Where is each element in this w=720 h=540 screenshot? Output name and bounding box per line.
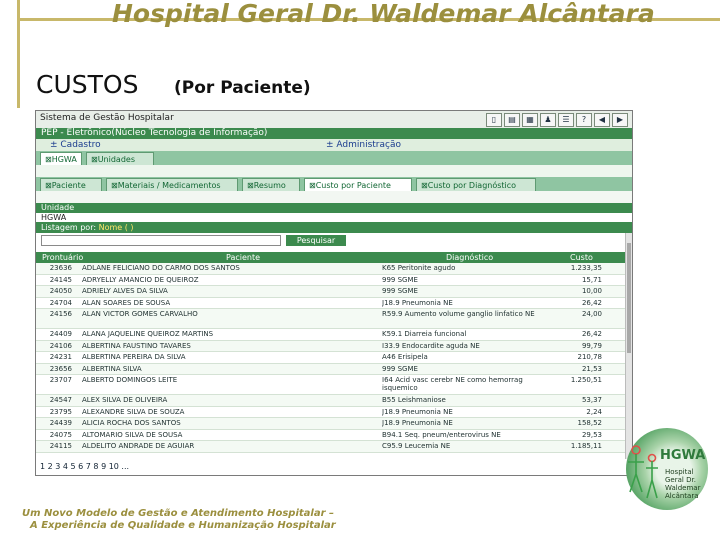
cell-prontuario: 24145 (49, 275, 72, 284)
cell-custo: 1.185,11 (570, 442, 602, 450)
cell-paciente: ADRYELLY AMANCIO DE QUEIROZ (82, 275, 199, 284)
exit-icon[interactable]: ▶ (612, 113, 628, 127)
menu-cadastro[interactable]: ± Cadastro (50, 140, 101, 150)
cell-paciente: ALAN SOARES DE SOUSA (82, 298, 171, 307)
cell-paciente: ALICIA ROCHA DOS SANTOS (82, 419, 181, 427)
top-tabs (36, 151, 632, 165)
patient-table (36, 263, 626, 453)
cell-custo: 1.250,51 (570, 376, 602, 384)
app-titlebar (36, 111, 632, 129)
cell-diagnostico: K65 Peritonite agudo (382, 264, 456, 272)
table-row[interactable] (36, 407, 626, 419)
users-icon[interactable]: ♟ (540, 113, 556, 127)
menu-administracao[interactable]: ± Administração (326, 140, 401, 150)
cell-custo: 29,53 (581, 430, 602, 439)
footer-line-2: A Experiência de Qualidade e Humanização Hospitalar (30, 520, 336, 531)
pagination[interactable]: 1 2 3 4 5 6 7 8 9 10 ... (40, 462, 130, 471)
help-icon[interactable]: ? (576, 113, 592, 127)
cell-paciente: ALBERTO DOMINGOS LEITE (82, 376, 178, 384)
save-icon[interactable]: ▤ (504, 113, 520, 127)
cell-paciente: ALBERTINA SILVA (82, 364, 142, 373)
pep-bar: PEP - Eletrônico(Núcleo Tecnologia de Informação) (36, 128, 632, 139)
menu-row (36, 139, 632, 151)
col-diagnostico[interactable]: Diagnóstico (446, 253, 494, 262)
table-row[interactable] (36, 309, 626, 329)
cell-paciente: ALTOMARIO SILVA DE SOUSA (82, 430, 183, 439)
cell-custo: 26,42 (581, 330, 602, 338)
cell-diagnostico: C95.9 Leucemia NE (382, 442, 451, 450)
footer-line-1: Um Novo Modelo de Gestão e Atendimento Hospitalar – (22, 508, 334, 519)
search-input[interactable] (41, 235, 281, 246)
unidade-value: HGWA (36, 213, 632, 222)
search-bar (36, 233, 632, 248)
cell-prontuario: 24547 (49, 396, 72, 404)
cell-custo: 99,79 (581, 341, 602, 350)
config-icon[interactable]: ☰ (558, 113, 574, 127)
search-button[interactable]: Pesquisar (286, 235, 346, 246)
tab-materiais[interactable]: ⊠Materiais / Medicamentos (106, 178, 238, 191)
col-prontuario[interactable]: Prontuário (42, 253, 84, 262)
cell-custo: 1.233,35 (570, 264, 602, 272)
section-tabs (36, 177, 632, 191)
cell-diagnostico: K59.1 Diarreia funcional (382, 330, 467, 338)
cell-prontuario: 23795 (49, 407, 72, 416)
col-paciente[interactable]: Paciente (226, 253, 261, 262)
spacer (36, 191, 632, 203)
spacer (36, 165, 632, 177)
cell-diagnostico: 999 SGME (382, 364, 418, 373)
cell-prontuario: 24050 (49, 287, 72, 295)
cell-custo: 26,42 (581, 298, 602, 307)
table-row[interactable] (36, 418, 626, 430)
slide-subheading: (Por Paciente) (174, 78, 311, 98)
tab-resumo[interactable]: ⊠Resumo (242, 178, 300, 191)
cell-custo: 15,71 (581, 275, 602, 284)
tab-unidades[interactable]: ⊠Unidades (86, 152, 154, 165)
cell-custo: 158,52 (577, 419, 602, 427)
unidade-label: Unidade (36, 203, 632, 213)
cell-prontuario: 24156 (49, 310, 72, 318)
cell-diagnostico: B55 Leishmaniose (382, 396, 446, 404)
listagem-label: Listagem por: (41, 223, 97, 232)
app-title: Sistema de Gestão Hospitalar (40, 113, 174, 123)
table-header (36, 252, 626, 263)
cell-prontuario: 24439 (49, 419, 72, 427)
cell-paciente: ALEXANDRE SILVA DE SOUZA (82, 407, 185, 416)
table-row[interactable] (36, 364, 626, 376)
cell-custo: 53,37 (581, 396, 602, 404)
toolbar-icons (486, 113, 628, 127)
cell-prontuario: 24704 (49, 298, 72, 307)
vertical-scrollbar[interactable] (625, 233, 632, 459)
table-row[interactable] (36, 298, 626, 310)
cell-custo: 21,53 (581, 364, 602, 373)
slide-accent-bar (17, 0, 20, 108)
cell-diagnostico: A46 Erisipela (382, 353, 428, 361)
listagem-bar (36, 222, 632, 233)
back-icon[interactable]: ◀ (594, 113, 610, 127)
cell-paciente: ADLANE FELICIANO DO CARMO DOS SANTOS (82, 264, 240, 272)
cell-prontuario: 24075 (49, 430, 72, 439)
cell-paciente: ALANA JAQUELINE QUEIROZ MARTINS (82, 330, 214, 338)
cell-prontuario: 24115 (49, 442, 72, 450)
cell-diagnostico: I33.9 Endocardite aguda NE (382, 341, 480, 350)
table-row[interactable] (36, 275, 626, 287)
cell-custo: 2,24 (586, 407, 602, 416)
cell-diagnostico: B94.1 Seq. pneum/enterovirus NE (382, 430, 501, 439)
new-icon[interactable]: ▯ (486, 113, 502, 127)
logo-name: HGWA (660, 448, 706, 463)
table-row[interactable] (36, 263, 626, 275)
cell-diagnostico: 999 SGME (382, 275, 418, 284)
cell-custo: 210,78 (577, 353, 602, 361)
cell-custo: 24,00 (581, 310, 602, 318)
cell-diagnostico: J18.9 Pneumonia NE (382, 419, 453, 427)
cell-diagnostico: 999 SGME (382, 287, 418, 295)
slide-title: Hospital Geral Dr. Waldemar Alcântara (112, 0, 655, 28)
cell-paciente: ALAN VICTOR GOMES CARVALHO (82, 310, 198, 318)
table-row[interactable] (36, 430, 626, 442)
cell-prontuario: 23707 (49, 376, 72, 384)
slide-heading: CUSTOS (36, 70, 139, 99)
cell-diagnostico: I64 Acid vasc cerebr NE como hemorrag isquemico (382, 376, 523, 392)
cell-diagnostico: J18.9 Pneumonia NE (382, 298, 453, 307)
cell-diagnostico: R59.9 Aumento volume ganglio linfatico NE (382, 310, 535, 318)
table-row[interactable] (36, 441, 626, 453)
cell-prontuario: 23656 (49, 364, 72, 373)
cell-paciente: ALBERTINA FAUSTINO TAVARES (82, 341, 191, 350)
listagem-option[interactable]: Nome ( ) (98, 223, 134, 232)
cell-diagnostico: J18.9 Pneumonia NE (382, 407, 453, 416)
logo-figure-icon (626, 440, 664, 510)
table-row[interactable] (36, 375, 626, 395)
cell-prontuario: 24231 (49, 353, 72, 361)
logo-text: Hospital Geral Dr. Waldemar Alcântara (665, 468, 701, 500)
cell-prontuario: 24409 (49, 330, 72, 338)
tab-custo-paciente[interactable]: ⊠Custo por Paciente (304, 178, 412, 191)
table-row[interactable] (36, 286, 626, 298)
table-row[interactable] (36, 329, 626, 341)
table-row[interactable] (36, 352, 626, 364)
app-window (35, 110, 633, 476)
col-custo[interactable]: Custo (570, 253, 593, 262)
cell-paciente: ALEX SILVA DE OLIVEIRA (82, 396, 168, 404)
cell-custo: 10,00 (581, 287, 602, 295)
tab-paciente[interactable]: ⊠Paciente (40, 178, 102, 191)
tab-custo-diagnostico[interactable]: ⊠Custo por Diagnóstico (416, 178, 536, 191)
scrollbar-thumb[interactable] (627, 243, 631, 353)
cell-prontuario: 23636 (49, 264, 72, 272)
table-row[interactable] (36, 341, 626, 353)
cell-paciente: ALBERTINA PEREIRA DA SILVA (82, 353, 186, 361)
print-icon[interactable]: ▦ (522, 113, 538, 127)
cell-prontuario: 24106 (49, 341, 72, 350)
cell-paciente: ADRIELY ALVES DA SILVA (82, 287, 168, 295)
cell-paciente: ALDELITO ANDRADE DE AGUIAR (82, 442, 195, 450)
tab-hgwa[interactable]: ⊠HGWA (40, 152, 82, 165)
table-row[interactable] (36, 395, 626, 407)
